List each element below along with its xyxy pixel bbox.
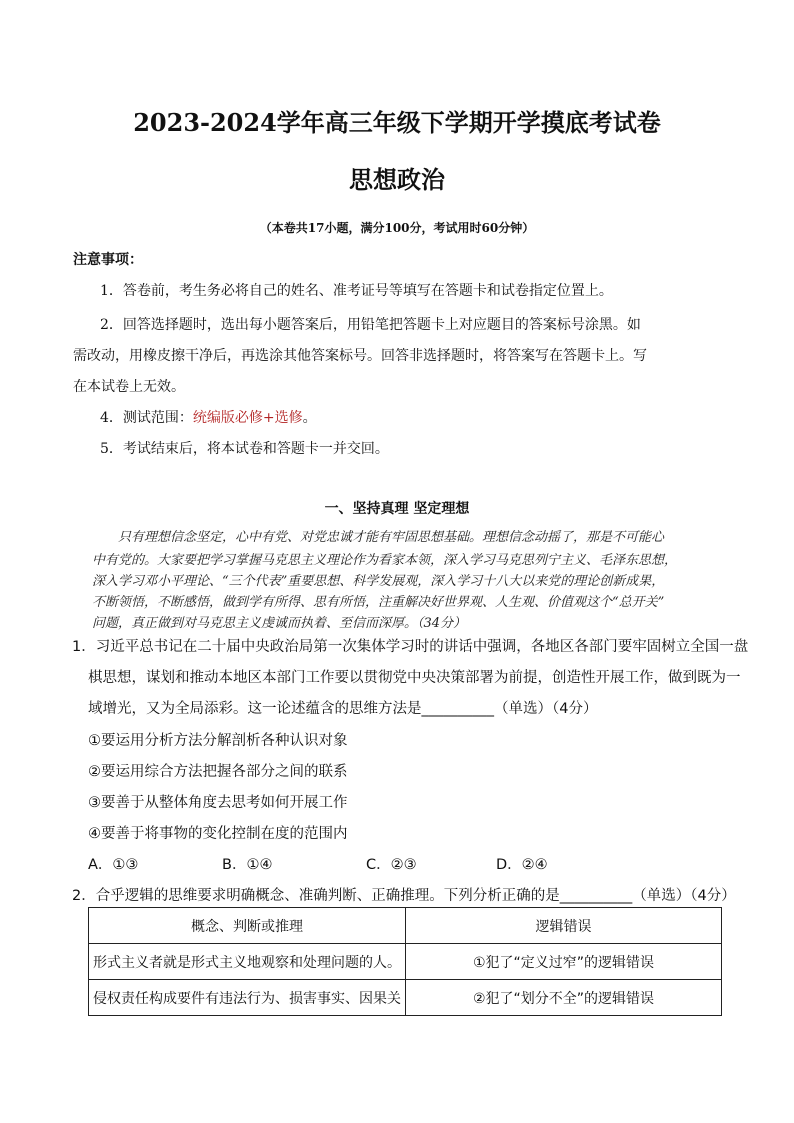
q1-stem-line-2: 棋思想，谋划和推动本地区本部门工作要以贯彻党中央决策部署为前提，创造性开展工作，做到既为一 xyxy=(88,670,741,686)
q1-statement-2: ②要运用综合方法把握各部分之间的联系 xyxy=(88,764,348,780)
passage-line-2: 中有党的。大家要把学习掌握马克思主义理论作为看家本领，深入学习马克思列宁主义、毛泽东思想， xyxy=(92,553,678,568)
passage-line-5: 问题，真正做到对马克思主义虔诚而执着、至信而深厚。（34分） xyxy=(92,616,467,631)
table-header-concept: 概念、判断或推理 xyxy=(89,908,406,944)
section-title: 一、坚持真理 坚定理想 xyxy=(324,501,470,517)
table-cell-concept: 形式主义者就是形式主义地观察和处理问题的人。 xyxy=(89,944,406,980)
passage-line-3: 深入学习邓小平理论、“三个代表”重要思想、科学发展观，深入学习十八大以来党的理论创新成果， xyxy=(92,574,665,589)
exam-scope-note: （本卷共17小题，满分100分，考试用时60分钟） xyxy=(259,221,535,235)
notice-item-4 xyxy=(100,407,317,427)
q1-statement-4: ④要善于将事物的变化控制在度的范围内 xyxy=(88,826,348,842)
test-scope-highlight: 统编版必修+选修 xyxy=(192,410,303,426)
notice-item-4-prefix: 4．测试范围： xyxy=(100,410,193,426)
table-cell-error: ②犯了“划分不全”的逻辑错误 xyxy=(406,980,722,1016)
notice-item-2: 2．回答选择题时，选出每小题答案后，用铅笔把答题卡上对应题目的答案标号涂黑。如 xyxy=(100,317,641,333)
table-cell-error: ①犯了“定义过窄”的逻辑错误 xyxy=(406,944,722,980)
notice-item-4-suffix: 。 xyxy=(302,410,317,426)
notice-item-5: 5．考试结束后，将本试卷和答题卡一并交回。 xyxy=(100,441,389,457)
passage-line-1: 只有理想信念坚定，心中有党、对党忠诚才能有牢固思想基础。理想信念动摇了，那是不可能心 xyxy=(118,530,665,545)
table-row xyxy=(89,980,722,1016)
table-header-error: 逻辑错误 xyxy=(406,908,722,944)
notice-item-2-end: 在本试卷上无效。 xyxy=(73,379,185,395)
exam-title: 2023-2024学年高三年级下学期开学摸底考试卷 xyxy=(133,108,661,137)
q1-choice-d[interactable]: D．②④ xyxy=(496,857,548,873)
q2-logic-table xyxy=(88,907,722,1016)
subject-title: 思想政治 xyxy=(349,165,445,194)
q1-statement-3: ③要善于从整体角度去思考如何开展工作 xyxy=(88,795,348,811)
passage-line-4: 不断领悟，不断感悟，做到学有所得、思有所悟，注重解决好世界观、人生观、价值观这个“总开关” xyxy=(92,595,665,610)
q1-stem-line-1: 1．习近平总书记在二十届中央政治局第一次集体学习时的讲话中强调，各地区各部门要牢固树立全国一盘 xyxy=(72,639,749,655)
q1-stem-line-3: 域增光，又为全局添彩。这一论述蕴含的思维方法是__________（单选）（4分） xyxy=(88,701,598,717)
table-row xyxy=(89,944,722,980)
q2-stem: 2．合乎逻辑的思维要求明确概念、准确判断、正确推理。下列分析正确的是__________（单选）（4分） xyxy=(72,888,736,904)
q1-choice-b[interactable]: B．①④ xyxy=(222,857,273,873)
q1-choice-a[interactable]: A．①③ xyxy=(88,857,139,873)
table-cell-concept: 侵权责任构成要件有违法行为、损害事实、因果关 xyxy=(89,980,406,1016)
notice-item-2-cont: 需改动，用橡皮擦干净后，再选涂其他答案标号。回答非选择题时，将答案写在答题卡上。写 xyxy=(73,348,647,364)
q1-statement-1: ①要运用分析方法分解剖析各种认识对象 xyxy=(88,733,348,749)
notice-heading: 注意事项： xyxy=(73,252,143,268)
notice-item-1: 1．答卷前，考生务必将自己的姓名、准考证号等填写在答题卡和试卷指定位置上。 xyxy=(100,283,613,299)
q1-choice-c[interactable]: C．②③ xyxy=(366,857,417,873)
table-header-row xyxy=(89,908,722,944)
